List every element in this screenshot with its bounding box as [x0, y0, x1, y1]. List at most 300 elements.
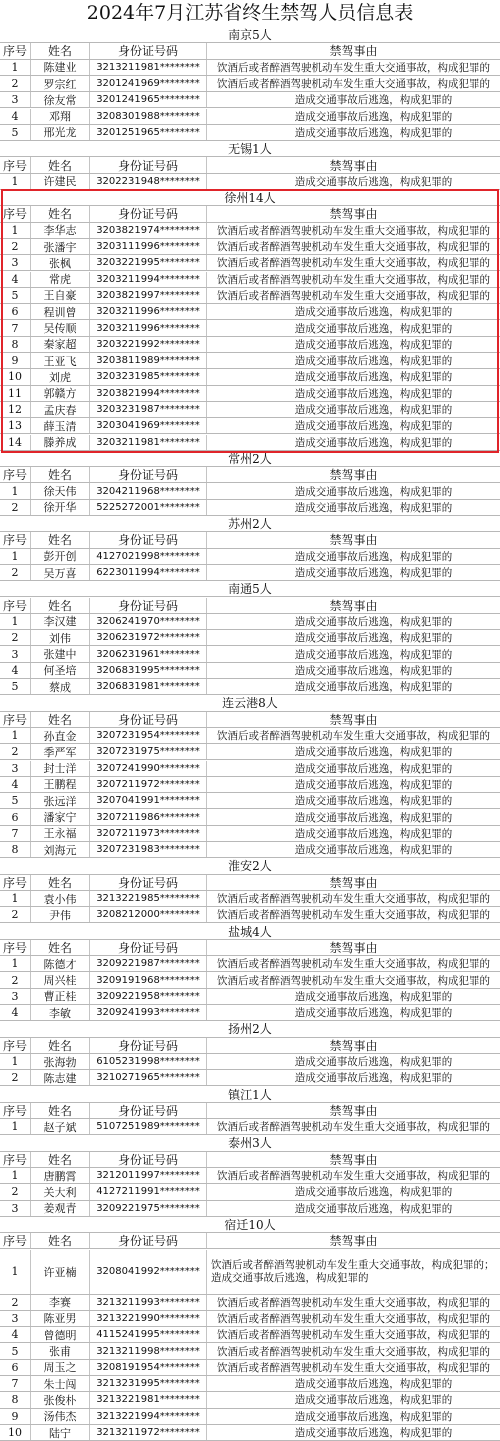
ban-reason: 造成交通事故后逃逸，构成犯罪的: [294, 355, 453, 368]
table-row: [0, 1425, 500, 1441]
row-number: 2: [0, 972, 31, 987]
person-name: 张枫: [31, 255, 90, 270]
ban-reason: 造成交通事故后逃逸，构成犯罪的: [294, 664, 453, 677]
person-name: 邢光龙: [31, 125, 90, 140]
row-number: 2: [0, 500, 31, 515]
row-number: 1: [0, 174, 31, 189]
table-row: [0, 418, 500, 434]
table-header-row: [0, 1038, 500, 1054]
table-row: [0, 744, 500, 760]
ban-reason: 造成交通事故后逃逸，构成犯罪的: [294, 371, 453, 384]
person-name: 刘伟: [31, 630, 90, 645]
id-number: 3213211981********: [90, 60, 207, 75]
header-no: 序号: [0, 43, 31, 58]
row-number: 3: [0, 646, 31, 661]
header-name: 姓名: [31, 1233, 90, 1248]
table-row: [0, 777, 500, 793]
id-number: 3208301988********: [90, 109, 207, 124]
person-name: 薛玉清: [31, 418, 90, 433]
row-number: 4: [0, 272, 31, 287]
person-name: 唐鹏霄: [31, 1168, 90, 1183]
row-number: 11: [0, 386, 31, 401]
table-header-row: [0, 43, 500, 59]
ban-reason: 造成交通事故后逃逸，构成犯罪的: [294, 1072, 453, 1085]
header-name: 姓名: [31, 532, 90, 547]
table-header-row: [0, 712, 500, 728]
header-no: 序号: [0, 875, 31, 890]
row-number: 5: [0, 288, 31, 303]
header-reason: 禁驾事由: [329, 158, 378, 173]
ban-reason: 造成交通事故后逃逸，构成犯罪的: [294, 795, 453, 808]
ban-reason: 造成交通事故后逃逸，构成犯罪的: [294, 110, 453, 123]
row-number: 2: [0, 239, 31, 254]
table-header-row: [0, 1152, 500, 1168]
row-number: 5: [0, 793, 31, 808]
id-number: 3203821974********: [90, 223, 207, 238]
header-reason: 禁驾事由: [329, 533, 378, 548]
row-number: 8: [0, 842, 31, 857]
header-reason: 禁驾事由: [329, 44, 378, 59]
person-name: 曹正桂: [31, 989, 90, 1004]
row-number: 7: [0, 320, 31, 335]
id-number: 3203811989********: [90, 353, 207, 368]
id-number: 3203211996********: [90, 320, 207, 335]
header-name: 姓名: [31, 1038, 90, 1053]
id-number: 3202231948********: [90, 174, 207, 189]
id-number: 3206241970********: [90, 614, 207, 629]
person-name: 徐友常: [31, 92, 90, 107]
ban-reason: 饮酒后或者醉酒驾驶机动车发生重大交通事故，构成犯罪的: [217, 1361, 490, 1374]
row-number: 3: [0, 1201, 31, 1216]
header-id: 身份证号码: [90, 1152, 207, 1167]
person-name: 陈亚男: [31, 1311, 90, 1326]
row-number: 9: [0, 353, 31, 368]
table-row: [0, 972, 500, 988]
id-number: 3213221985********: [90, 891, 207, 906]
row-number: 5: [0, 679, 31, 694]
ban-reason: 造成交通事故后逃逸，构成犯罪的: [294, 322, 453, 335]
header-name: 姓名: [31, 467, 90, 482]
table-row: [0, 1054, 500, 1070]
ban-reason: 造成交通事故后逃逸，构成犯罪的: [294, 1410, 453, 1423]
row-number: 7: [0, 1376, 31, 1391]
person-name: 张远洋: [31, 793, 90, 808]
row-number: 1: [0, 1119, 31, 1134]
table-row: [0, 320, 500, 336]
table-row: [0, 239, 500, 255]
id-number: 5107251989********: [90, 1119, 207, 1134]
id-number: 3208041992********: [90, 1250, 207, 1294]
group-title: 扬州2人: [0, 1021, 500, 1037]
person-name: 陆宁: [31, 1425, 90, 1440]
id-number: 3203211981********: [90, 435, 207, 450]
table-row: [0, 646, 500, 662]
header-name: 姓名: [31, 43, 90, 58]
ban-reason: 饮酒后或者醉酒驾驶机动车发生重大交通事故，构成犯罪的: [217, 61, 490, 74]
person-name: 张建中: [31, 646, 90, 661]
header-id: 身份证号码: [90, 1103, 207, 1118]
ban-reason: 造成交通事故后逃逸，构成犯罪的: [294, 94, 453, 107]
table-row: [0, 630, 500, 646]
table-row: [0, 125, 500, 141]
ban-reason: 饮酒后或者醉酒驾驶机动车发生重大交通事故，构成犯罪的: [217, 273, 490, 286]
ban-reason: 造成交通事故后逃逸，构成犯罪的: [294, 567, 453, 580]
row-number: 2: [0, 76, 31, 91]
group-title: 镇江1人: [0, 1087, 500, 1103]
group-title: 淮安2人: [0, 858, 500, 874]
header-id: 身份证号码: [90, 467, 207, 482]
row-number: 12: [0, 402, 31, 417]
ban-reason: 造成交通事故后逃逸，构成犯罪的: [294, 387, 453, 400]
table-header-row: [0, 206, 500, 222]
header-id: 身份证号码: [90, 712, 207, 727]
person-name: 张俊朴: [31, 1392, 90, 1407]
id-number: 6223011994********: [90, 565, 207, 580]
row-number: 4: [0, 1327, 31, 1342]
row-number: 1: [0, 956, 31, 971]
id-number: 3207231975********: [90, 744, 207, 759]
ban-reason: 造成交通事故后逃逸，构成犯罪的: [294, 306, 453, 319]
table-row: [0, 1250, 500, 1295]
table-row: [0, 1168, 500, 1184]
row-number: 6: [0, 809, 31, 824]
person-name: 王亚飞: [31, 353, 90, 368]
table-row: [0, 956, 500, 972]
id-number: 3213221990********: [90, 1311, 207, 1326]
table-row: [0, 728, 500, 744]
id-number: 3201251965********: [90, 125, 207, 140]
id-number: 5225272001********: [90, 500, 207, 515]
row-number: 4: [0, 109, 31, 124]
id-number: 4127211991********: [90, 1184, 207, 1199]
id-number: 3203041969********: [90, 418, 207, 433]
person-name: 张甫: [31, 1343, 90, 1358]
row-number: 1: [0, 728, 31, 743]
id-number: 3208212000********: [90, 907, 207, 922]
table-header-row: [0, 532, 500, 548]
table-header-row: [0, 467, 500, 483]
group-title: 徐州14人: [0, 190, 500, 206]
row-number: 1: [0, 60, 31, 75]
id-number: 4115241995********: [90, 1327, 207, 1342]
row-number: 10: [0, 1425, 31, 1440]
person-name: 姜观青: [31, 1201, 90, 1216]
ban-reason: 造成交通事故后逃逸，构成犯罪的: [294, 746, 453, 759]
table-header-row: [0, 157, 500, 173]
id-number: 3213221981********: [90, 1392, 207, 1407]
id-number: 3209221987********: [90, 956, 207, 971]
header-reason: 禁驾事由: [329, 875, 378, 890]
id-number: 3207241990********: [90, 761, 207, 776]
person-name: 李敏: [31, 1005, 90, 1020]
ban-reason: 造成交通事故后逃逸，构成犯罪的: [294, 827, 453, 840]
table-row: [0, 402, 500, 418]
table-row: [0, 1184, 500, 1200]
ban-reason: 造成交通事故后逃逸，构成犯罪的: [294, 485, 453, 498]
ban-reason: 造成交通事故后逃逸，构成犯罪的: [294, 338, 453, 351]
table-row: [0, 907, 500, 923]
table-row: [0, 663, 500, 679]
ban-reason: 造成交通事故后逃逸，构成犯罪的: [294, 420, 453, 433]
row-number: 3: [0, 761, 31, 776]
group-title: 泰州3人: [0, 1135, 500, 1151]
row-number: 1: [0, 614, 31, 629]
person-name: 张潘宇: [31, 239, 90, 254]
table-row: [0, 761, 500, 777]
table-row: [0, 1343, 500, 1359]
header-no: 序号: [0, 467, 31, 482]
ban-reason: 饮酒后或者醉酒驾驶机动车发生重大交通事故，构成犯罪的: [217, 1296, 490, 1309]
ban-reason: 造成交通事故后逃逸，构成犯罪的: [294, 844, 453, 857]
header-id: 身份证号码: [90, 1038, 207, 1053]
person-name: 曾德明: [31, 1327, 90, 1342]
table-row: [0, 76, 500, 92]
ban-reason: 造成交通事故后逃逸，构成犯罪的: [294, 811, 453, 824]
person-name: 封士洋: [31, 761, 90, 776]
ban-reason: 造成交通事故后逃逸，构成犯罪的: [294, 1394, 453, 1407]
header-no: 序号: [0, 206, 31, 221]
header-id: 身份证号码: [90, 1233, 207, 1248]
table-row: [0, 386, 500, 402]
ban-reason: 造成交通事故后逃逸，构成犯罪的: [294, 126, 453, 139]
header-no: 序号: [0, 1038, 31, 1053]
row-number: 2: [0, 565, 31, 580]
ban-reason: 饮酒后或者醉酒驾驶机动车发生重大交通事故，构成犯罪的: [217, 730, 490, 743]
id-number: 3207231983********: [90, 842, 207, 857]
row-number: 4: [0, 1005, 31, 1020]
table-row: [0, 565, 500, 581]
header-no: 序号: [0, 532, 31, 547]
table-row: [0, 272, 500, 288]
person-name: 袁小伟: [31, 891, 90, 906]
header-no: 序号: [0, 712, 31, 727]
table-header-row: [0, 1103, 500, 1119]
row-number: 7: [0, 826, 31, 841]
table-row: [0, 304, 500, 320]
table-row: [0, 1005, 500, 1021]
group-title: 常州2人: [0, 451, 500, 467]
id-number: 3206831995********: [90, 663, 207, 678]
id-number: 3213231995********: [90, 1376, 207, 1391]
row-number: 4: [0, 663, 31, 678]
person-name: 季严军: [31, 744, 90, 759]
license-ban-table: [0, 27, 500, 1441]
ban-reason: 造成交通事故后逃逸，构成犯罪的: [294, 404, 453, 417]
person-name: 关大利: [31, 1184, 90, 1199]
header-name: 姓名: [31, 1103, 90, 1118]
id-number: 3207211973********: [90, 826, 207, 841]
person-name: 张海勃: [31, 1054, 90, 1069]
header-name: 姓名: [31, 875, 90, 890]
person-name: 孟庆春: [31, 402, 90, 417]
row-number: 5: [0, 125, 31, 140]
table-row: [0, 1311, 500, 1327]
person-name: 李赛: [31, 1295, 90, 1310]
header-id: 身份证号码: [90, 157, 207, 172]
ban-reason: 饮酒后或者醉酒驾驶机动车发生重大交通事故，构成犯罪的: [217, 1312, 490, 1325]
table-row: [0, 1295, 500, 1311]
header-no: 序号: [0, 940, 31, 955]
id-number: 3213211993********: [90, 1295, 207, 1310]
id-number: 3209241993********: [90, 1005, 207, 1020]
header-id: 身份证号码: [90, 206, 207, 221]
id-number: 3201241969********: [90, 76, 207, 91]
row-number: 6: [0, 304, 31, 319]
table-row: [0, 255, 500, 271]
header-no: 序号: [0, 157, 31, 172]
person-name: 王鹏程: [31, 777, 90, 792]
header-id: 身份证号码: [90, 940, 207, 955]
person-name: 彭开创: [31, 549, 90, 564]
person-name: 徐开华: [31, 500, 90, 515]
table-header-row: [0, 940, 500, 956]
person-name: 滕养成: [31, 435, 90, 450]
ban-reason: 造成交通事故后逃逸，构成犯罪的: [294, 1007, 453, 1020]
ban-reason: 造成交通事故后逃逸，构成犯罪的: [294, 1378, 453, 1391]
id-number: 3207231954********: [90, 728, 207, 743]
header-no: 序号: [0, 598, 31, 613]
table-row: [0, 679, 500, 695]
header-name: 姓名: [31, 1152, 90, 1167]
ban-reason: 饮酒后或者醉酒驾驶机动车发生重大交通事故，构成犯罪的: [217, 224, 490, 237]
person-name: 吴传顺: [31, 320, 90, 335]
header-id: 身份证号码: [90, 532, 207, 547]
table-row: [0, 353, 500, 369]
person-name: 程训曾: [31, 304, 90, 319]
ban-reason: 造成交通事故后逃逸，构成犯罪的: [294, 632, 453, 645]
id-number: 3203211996********: [90, 304, 207, 319]
person-name: 许建民: [31, 174, 90, 189]
person-name: 蔡成: [31, 679, 90, 694]
header-no: 序号: [0, 1152, 31, 1167]
row-number: 1: [0, 483, 31, 498]
ban-reason: 造成交通事故后逃逸，构成犯罪的: [294, 1427, 453, 1440]
header-reason: 禁驾事由: [329, 1038, 378, 1053]
row-number: 2: [0, 1070, 31, 1085]
person-name: 李华志: [31, 223, 90, 238]
table-row: [0, 809, 500, 825]
row-number: 3: [0, 92, 31, 107]
ban-reason: 造成交通事故后逃逸，构成犯罪的: [294, 436, 453, 449]
ban-reason: 造成交通事故后逃逸，构成犯罪的: [294, 1202, 453, 1215]
ban-reason: 造成交通事故后逃逸，构成犯罪的: [294, 762, 453, 775]
id-number: 3213211998********: [90, 1343, 207, 1358]
header-name: 姓名: [31, 712, 90, 727]
id-number: 3207041991********: [90, 793, 207, 808]
ban-reason: 造成交通事故后逃逸，构成犯罪的: [294, 778, 453, 791]
ban-reason: 饮酒后或者醉酒驾驶机动车发生重大交通事故，构成犯罪的: [217, 958, 490, 971]
person-name: 潘家宁: [31, 809, 90, 824]
header-reason: 禁驾事由: [329, 940, 378, 955]
id-number: 3210271965********: [90, 1070, 207, 1085]
group-title: 南京5人: [0, 27, 500, 43]
row-number: 3: [0, 989, 31, 1004]
ban-reason: 造成交通事故后逃逸，构成犯罪的: [294, 681, 453, 694]
table-row: [0, 793, 500, 809]
id-number: 4127021998********: [90, 549, 207, 564]
header-id: 身份证号码: [90, 875, 207, 890]
id-number: 3212011997********: [90, 1168, 207, 1183]
page-title: 2024年7月江苏省终生禁驾人员信息表: [86, 2, 414, 24]
ban-reason: 造成交通事故后逃逸，构成犯罪的: [294, 990, 453, 1003]
ban-reason: 饮酒后或者醉酒驾驶机动车发生重大交通事故，构成犯罪的: [217, 1345, 490, 1358]
row-number: 14: [0, 435, 31, 450]
table-row: [0, 826, 500, 842]
person-name: 许亚楠: [31, 1250, 90, 1294]
ban-reason: 造成交通事故后逃逸，构成犯罪的: [294, 1186, 453, 1199]
row-number: 3: [0, 1311, 31, 1326]
group-title: 苏州2人: [0, 516, 500, 532]
ban-reason: 饮酒后或者醉酒驾驶机动车发生重大交通事故，构成犯罪的: [217, 909, 490, 922]
header-id: 身份证号码: [90, 43, 207, 58]
ban-reason: 造成交通事故后逃逸，构成犯罪的: [294, 550, 453, 563]
table-row: [0, 842, 500, 858]
ban-reason: 饮酒后或者醉酒驾驶机动车发生重大交通事故，构成犯罪的；造成交通事故后逃逸，构成犯罪的: [211, 1258, 495, 1284]
person-name: 吴万喜: [31, 565, 90, 580]
id-number: 3203821997********: [90, 288, 207, 303]
ban-reason: 饮酒后或者醉酒驾驶机动车发生重大交通事故，构成犯罪的: [217, 1329, 490, 1342]
header-name: 姓名: [31, 940, 90, 955]
person-name: 郭赣方: [31, 386, 90, 401]
person-name: 罗宗红: [31, 76, 90, 91]
group-title: 盐城4人: [0, 924, 500, 940]
table-row: [0, 369, 500, 385]
person-name: 刘虎: [31, 369, 90, 384]
table-row: [0, 92, 500, 108]
group-title: 南通5人: [0, 581, 500, 597]
table-row: [0, 1376, 500, 1392]
row-number: 3: [0, 255, 31, 270]
id-number: 3206231961********: [90, 646, 207, 661]
table-row: [0, 1201, 500, 1217]
table-row: [0, 549, 500, 565]
id-number: 3203221992********: [90, 337, 207, 352]
table-row: [0, 1327, 500, 1343]
table-row: [0, 1360, 500, 1376]
table-row: [0, 1392, 500, 1408]
person-name: 王自豪: [31, 288, 90, 303]
row-number: 1: [0, 1250, 31, 1294]
person-name: 常虎: [31, 272, 90, 287]
person-name: 邓翔: [31, 109, 90, 124]
person-name: 刘海元: [31, 842, 90, 857]
person-name: 徐天伟: [31, 483, 90, 498]
table-row: [0, 1119, 500, 1135]
table-row: [0, 891, 500, 907]
table-row: [0, 1070, 500, 1086]
id-number: 3206831981********: [90, 679, 207, 694]
ban-reason: 造成交通事故后逃逸，构成犯罪的: [294, 648, 453, 661]
header-reason: 禁驾事由: [329, 468, 378, 483]
person-name: 赵子斌: [31, 1119, 90, 1134]
person-name: 陈建业: [31, 60, 90, 75]
person-name: 陈志建: [31, 1070, 90, 1085]
table-header-row: [0, 598, 500, 614]
header-name: 姓名: [31, 206, 90, 221]
id-number: 3203221995********: [90, 255, 207, 270]
group-title: 宿迁10人: [0, 1217, 500, 1233]
row-number: 2: [0, 1295, 31, 1310]
ban-reason: 造成交通事故后逃逸，构成犯罪的: [294, 1056, 453, 1069]
table-row: [0, 109, 500, 125]
row-number: 1: [0, 549, 31, 564]
person-name: 周兴桂: [31, 972, 90, 987]
table-row: [0, 337, 500, 353]
ban-reason: 饮酒后或者醉酒驾驶机动车发生重大交通事故，构成犯罪的: [217, 257, 490, 270]
header-reason: 禁驾事由: [329, 598, 378, 613]
header-reason: 禁驾事由: [329, 1152, 378, 1167]
row-number: 9: [0, 1409, 31, 1424]
